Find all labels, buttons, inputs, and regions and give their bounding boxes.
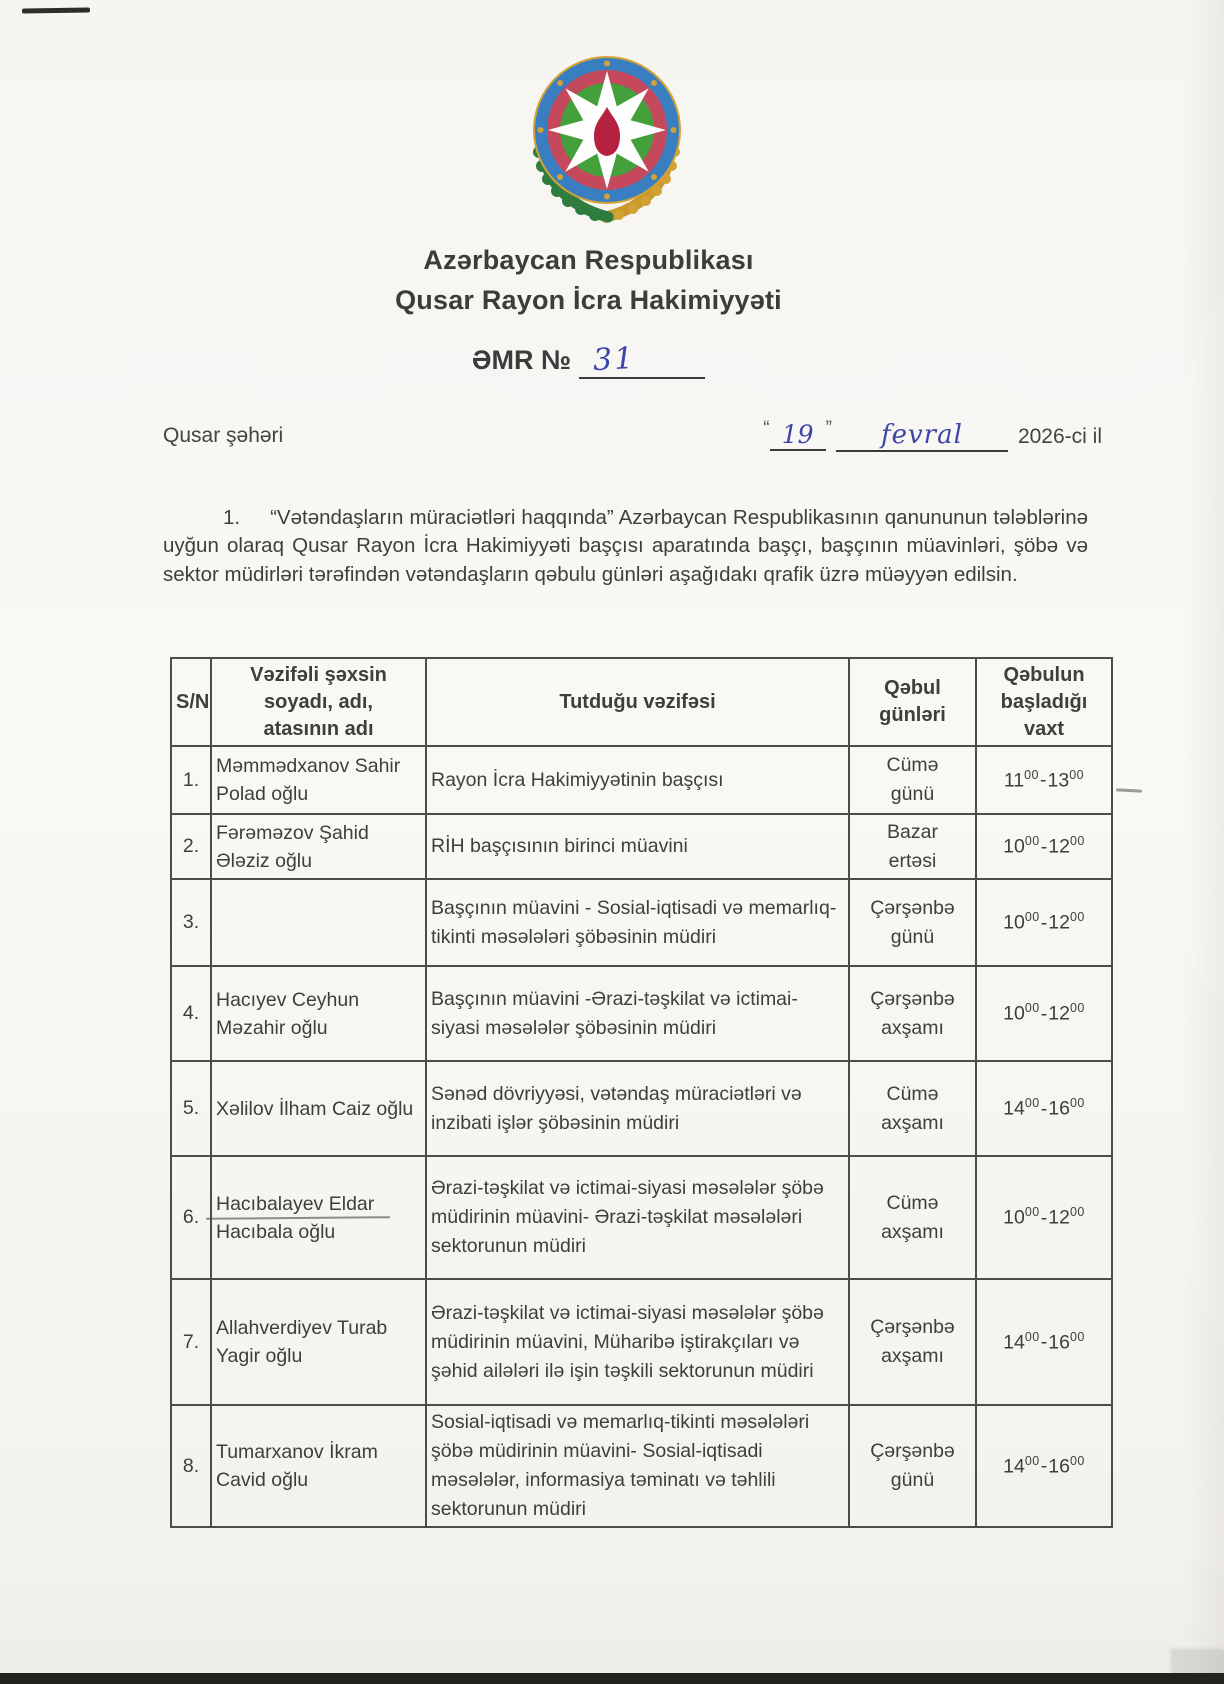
day-underline (770, 420, 826, 451)
row-number-cell: 7. (171, 1279, 211, 1405)
time-cell: $11^{00}-13^{00}$ (976, 746, 1112, 814)
document-heading (168, 240, 1009, 379)
month-underline (836, 420, 1008, 452)
order-paragraph (163, 504, 1088, 590)
title-line-authority: Qusar Rayon İcra Hakimiyyəti (395, 285, 782, 315)
row-number-cell: 5. (171, 1061, 211, 1156)
open-quote: “ (763, 418, 770, 439)
table-row (171, 966, 1112, 1061)
time-cell: $10^{00}-12^{00}$ (976, 966, 1112, 1061)
row-number-cell: 4. (171, 966, 211, 1061)
header-sn: S/N (171, 658, 211, 746)
days-cell: Çərşənbə günü (849, 1405, 976, 1527)
header-position: Tutduğu vəzifəsi (426, 658, 849, 746)
table-row (171, 1061, 1112, 1156)
row-number-cell: 1. (171, 746, 211, 814)
table-header-row (171, 658, 1112, 746)
time-cell: $10^{00}-12^{00}$ (976, 814, 1112, 879)
date-line (763, 420, 1102, 452)
table-row (171, 879, 1112, 966)
row-number-cell: 6. (171, 1156, 211, 1279)
days-cell: Cümə günü (849, 746, 976, 814)
order-number-underline (579, 342, 705, 379)
time-cell: $10^{00}-12^{00}$ (976, 1156, 1112, 1279)
close-quote: ” (825, 418, 832, 439)
table-row (171, 1279, 1112, 1405)
order-number-line (168, 342, 1009, 379)
days-cell: Cümə axşamı (849, 1061, 976, 1156)
row-number-cell: 8. (171, 1405, 211, 1527)
year-text: 2026-ci il (1017, 425, 1102, 448)
position-cell: Ərazi-təşkilat və ictimai-siyasi məsələlər şöbə müdirinin müavini, Müharibə iştirakçıları və şəhid ailələri ilə işin təşkili sektorunun müdiri (426, 1279, 849, 1405)
scan-bottom-edge (0, 1673, 1224, 1684)
header-days: Qəbul günləri (849, 658, 976, 746)
reception-schedule-table (170, 657, 1113, 1528)
name-cell: Fərəməzov Şahid Ələziz oğlu (211, 814, 426, 879)
name-cell: Xəlilov İlham Caiz oğlu (211, 1061, 426, 1156)
name-cell: Hacıyev Ceyhun Məzahir oğlu (211, 966, 426, 1061)
header-name: Vəzifəli şəxsin soyadı, adı, atasının adı (211, 658, 426, 746)
city-label: Qusar şəhəri (163, 424, 284, 447)
position-cell: Başçının müavini - Sosial-iqtisadi və memarlıq-tikinti məsələləri şöbəsinin müdiri (426, 879, 849, 966)
position-cell: Başçının müavini -Ərazi-təşkilat və ictimai-siyasi məsələlər şöbəsinin müdiri (426, 966, 849, 1061)
name-cell: Tumarxanov İkram Cavid oğlu (211, 1405, 426, 1527)
days-cell: Çərşənbə günü (849, 879, 976, 966)
row-number-cell: 3. (171, 879, 211, 966)
position-cell: Ərazi-təşkilat və ictimai-siyasi məsələlər şöbə müdirinin müavini- Ərazi-təşkilat məsələləri sektorunun müdiri (426, 1156, 849, 1279)
days-cell: Çərşənbə axşamı (849, 966, 976, 1061)
handwritten-day: 19 (781, 420, 814, 449)
paragraph-number: 1. (223, 505, 241, 529)
name-cell: Hacıbalayev Eldar Hacıbala oğlu (211, 1156, 426, 1279)
header-time: Qəbulun başladığı vaxt (976, 658, 1112, 746)
time-cell: $14^{00}-16^{00}$ (976, 1405, 1112, 1527)
title-line-country: Azərbaycan Respublikası (423, 245, 754, 275)
scan-artifact-line (22, 8, 90, 14)
paragraph-text: “Vətəndaşların müraciətləri haqqında” Azərbaycan Respublikasının qanununun tələblərinə uyğun olaraq Qusar Rayon İcra Hakimiyyəti başçısı aparatında başçı, başçının müavinləri, şöbə və sektor müdirləri tərəfindən vətəndaşların qəbulu günləri aşağıdakı qrafik üzrə müəyyən edilsin. (163, 505, 1088, 587)
handwritten-month: fevral (880, 420, 963, 450)
row-number-cell: 2. (171, 814, 211, 879)
pen-dash-mark (1116, 788, 1142, 792)
table-row (171, 814, 1112, 879)
days-cell: Çərşənbə axşamı (849, 1279, 976, 1405)
position-cell: Sosial-iqtisadi və memarlıq-tikinti məsələləri şöbə müdirinin müavini- Sosial-iqtisadi məsələlər, informasiya təminatı və təhlili sektorunun müdiri (426, 1405, 849, 1527)
name-cell: Məmmədxanov Sahir Polad oğlu (211, 746, 426, 814)
handwritten-order-number: 31 (592, 340, 637, 379)
table-row (171, 1405, 1112, 1527)
position-cell: RİH başçısının birinci müavini (426, 814, 849, 879)
order-label: ƏMR № (471, 345, 572, 375)
time-cell: $14^{00}-16^{00}$ (976, 1061, 1112, 1156)
name-cell (211, 879, 426, 966)
days-cell: Bazar ertəsi (849, 814, 976, 879)
azerbaijan-emblem (505, 52, 709, 234)
position-cell: Rayon İcra Hakimiyyətinin başçısı (426, 746, 849, 814)
days-cell: Cümə axşamı (849, 1156, 976, 1279)
table-row (171, 746, 1112, 814)
position-cell: Sənəd dövriyyəsi, vətəndaş müraciətləri və inzibati işlər şöbəsinin müdiri (426, 1061, 849, 1156)
name-cell: Allahverdiyev Turab Yagir oğlu (211, 1279, 426, 1405)
time-cell: $10^{00}-12^{00}$ (976, 879, 1112, 966)
page-corner-under-sheet (1172, 1650, 1224, 1674)
time-cell: $14^{00}-16^{00}$ (976, 1279, 1112, 1405)
